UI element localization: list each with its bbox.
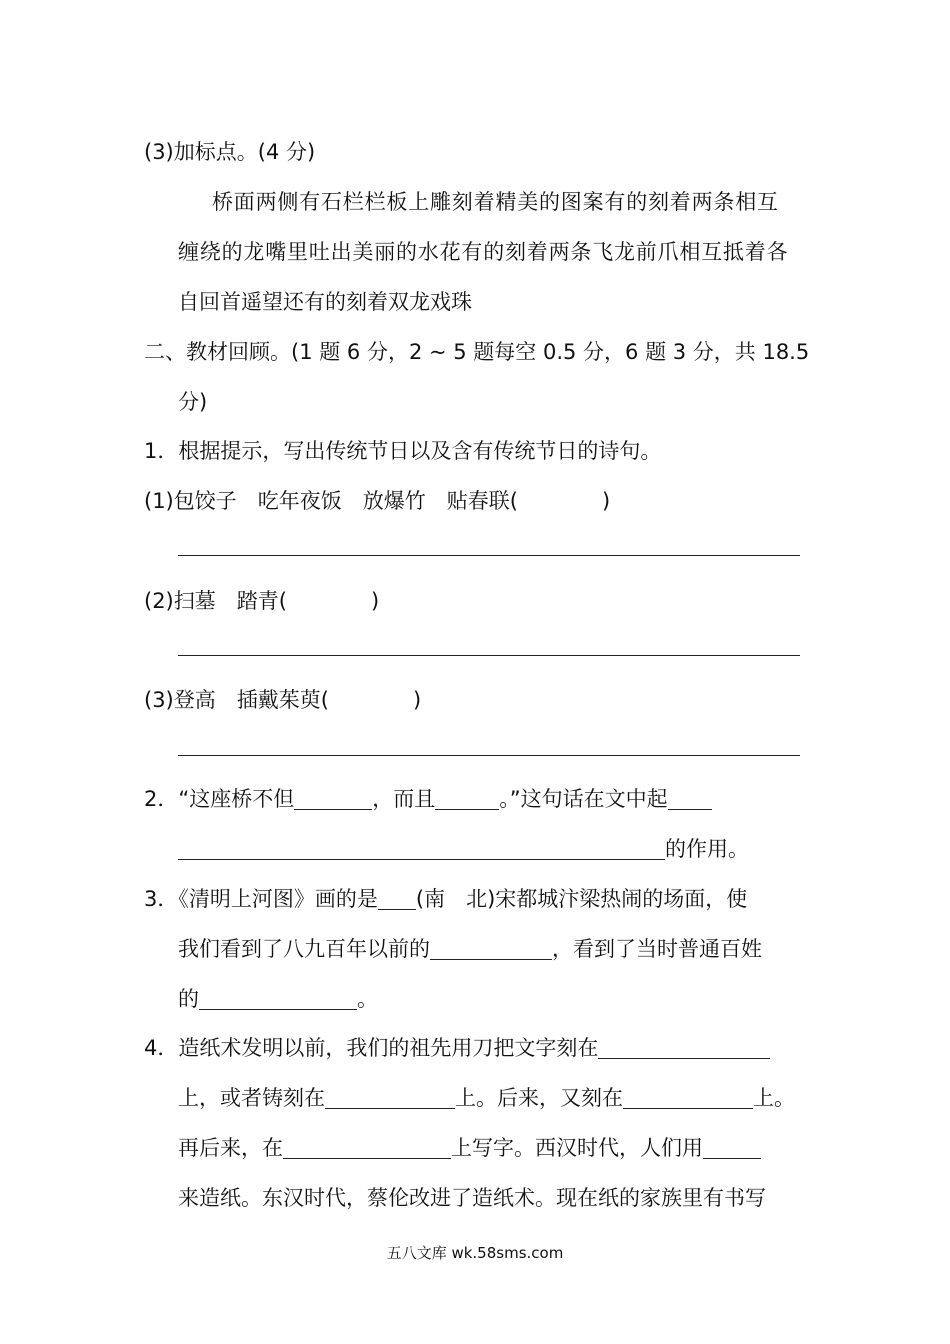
q2-text-4: 的作用。 xyxy=(665,837,749,861)
q3-text-3: 我们看到了八九百年以前的 xyxy=(178,937,430,961)
section-2-heading: 二、教材回顾。(1 题 6 分，2 ~ 5 题每空 0.5 分，6 题 3 分，共 18.5 xyxy=(144,340,810,364)
q3-text-1: 3．《清明上河图》画的是 xyxy=(144,887,378,911)
q3-text-5: 的 xyxy=(178,987,199,1011)
q1-item-3-close: ) xyxy=(412,688,422,712)
q4-text-1: 4．造纸术发明以前，我们的祖先用刀把文字刻在 xyxy=(144,1036,599,1060)
passage-line-2: 缠绕的龙嘴里吐出美丽的水花有的刻着两条飞龙前爪相互抵着各 xyxy=(178,240,789,264)
q1-item-1-close: ) xyxy=(601,489,611,513)
q1-item-2-label: (2)扫墓 踏青( xyxy=(144,589,287,613)
q2-text-3: 。”这句话在文中起 xyxy=(499,787,668,811)
q2-line-1 xyxy=(144,784,712,814)
q3-blank-2[interactable] xyxy=(430,937,552,960)
q1-item-1 xyxy=(144,486,610,516)
passage-line-1: 桥面两侧有石栏栏板上雕刻着精美的图案有的刻着两条相互 xyxy=(212,190,779,214)
q4-blank-1[interactable] xyxy=(598,1036,770,1059)
q3-text-4: ，看到了当时普通百姓 xyxy=(552,937,762,961)
q2-blank-1[interactable] xyxy=(294,787,372,810)
q4-line-1 xyxy=(144,1033,770,1063)
q3-line-3 xyxy=(178,984,378,1014)
passage-line-3: 自回首遥望还有的刻着双龙戏珠 xyxy=(178,290,472,314)
q4-line-3 xyxy=(178,1133,761,1163)
section-2-heading-cont: 分) xyxy=(178,390,208,414)
q4-blank-4[interactable] xyxy=(283,1136,451,1159)
q4-text-2: 上，或者铸刻在 xyxy=(178,1086,325,1110)
q3-blank-1[interactable] xyxy=(378,887,416,910)
poem-answer-line-3[interactable] xyxy=(178,755,800,756)
q2-text-1: 2．“这座桥不但 xyxy=(144,787,295,811)
q2-blank-2[interactable] xyxy=(435,787,499,810)
q4-blank-3[interactable] xyxy=(623,1086,753,1109)
q4-text-3: 上。后来，又刻在 xyxy=(455,1086,623,1110)
q1-item-3 xyxy=(144,685,421,715)
q2-blank-3[interactable] xyxy=(668,787,712,810)
q4-text-5: 再后来，在 xyxy=(178,1136,283,1160)
q4-blank-2[interactable] xyxy=(325,1086,455,1109)
q3-text-6: 。 xyxy=(357,987,378,1011)
q3-blank-3[interactable] xyxy=(199,987,357,1010)
q4-text-4: 上。 xyxy=(753,1086,795,1110)
q4-blank-5[interactable] xyxy=(703,1136,761,1159)
q1-item-1-label: (1)包饺子 吃年夜饭 放爆竹 贴春联( xyxy=(144,489,518,513)
q1-item-2-close: ) xyxy=(370,589,380,613)
q1-item-3-label: (3)登高 插戴茱萸( xyxy=(144,688,329,712)
q3-line-2 xyxy=(178,934,762,964)
q4-line-4: 来造纸。东汉时代，蔡伦改进了造纸术。现在纸的家族里有书写 xyxy=(178,1186,766,1210)
poem-answer-line-1[interactable] xyxy=(178,555,800,556)
q4-text-6: 上写字。西汉时代，人们用 xyxy=(451,1136,703,1160)
q1-stem: 1．根据提示，写出传统节日以及含有传统节日的诗句。 xyxy=(144,439,662,463)
q3-punctuation-heading: (3)加标点。(4 分) xyxy=(144,140,316,164)
q2-text-2: ，而且 xyxy=(372,787,436,811)
q3-line-1 xyxy=(144,884,747,914)
q1-item-2 xyxy=(144,586,379,616)
q2-blank-3-cont[interactable] xyxy=(178,837,665,860)
poem-answer-line-2[interactable] xyxy=(178,655,800,656)
q3-text-2: (南 北)宋都城汴梁热闹的场面，使 xyxy=(415,887,748,911)
footer-watermark: 五八文库 wk.58sms.com xyxy=(386,1244,564,1262)
q4-line-2 xyxy=(178,1083,795,1113)
q2-line-2 xyxy=(178,834,749,864)
